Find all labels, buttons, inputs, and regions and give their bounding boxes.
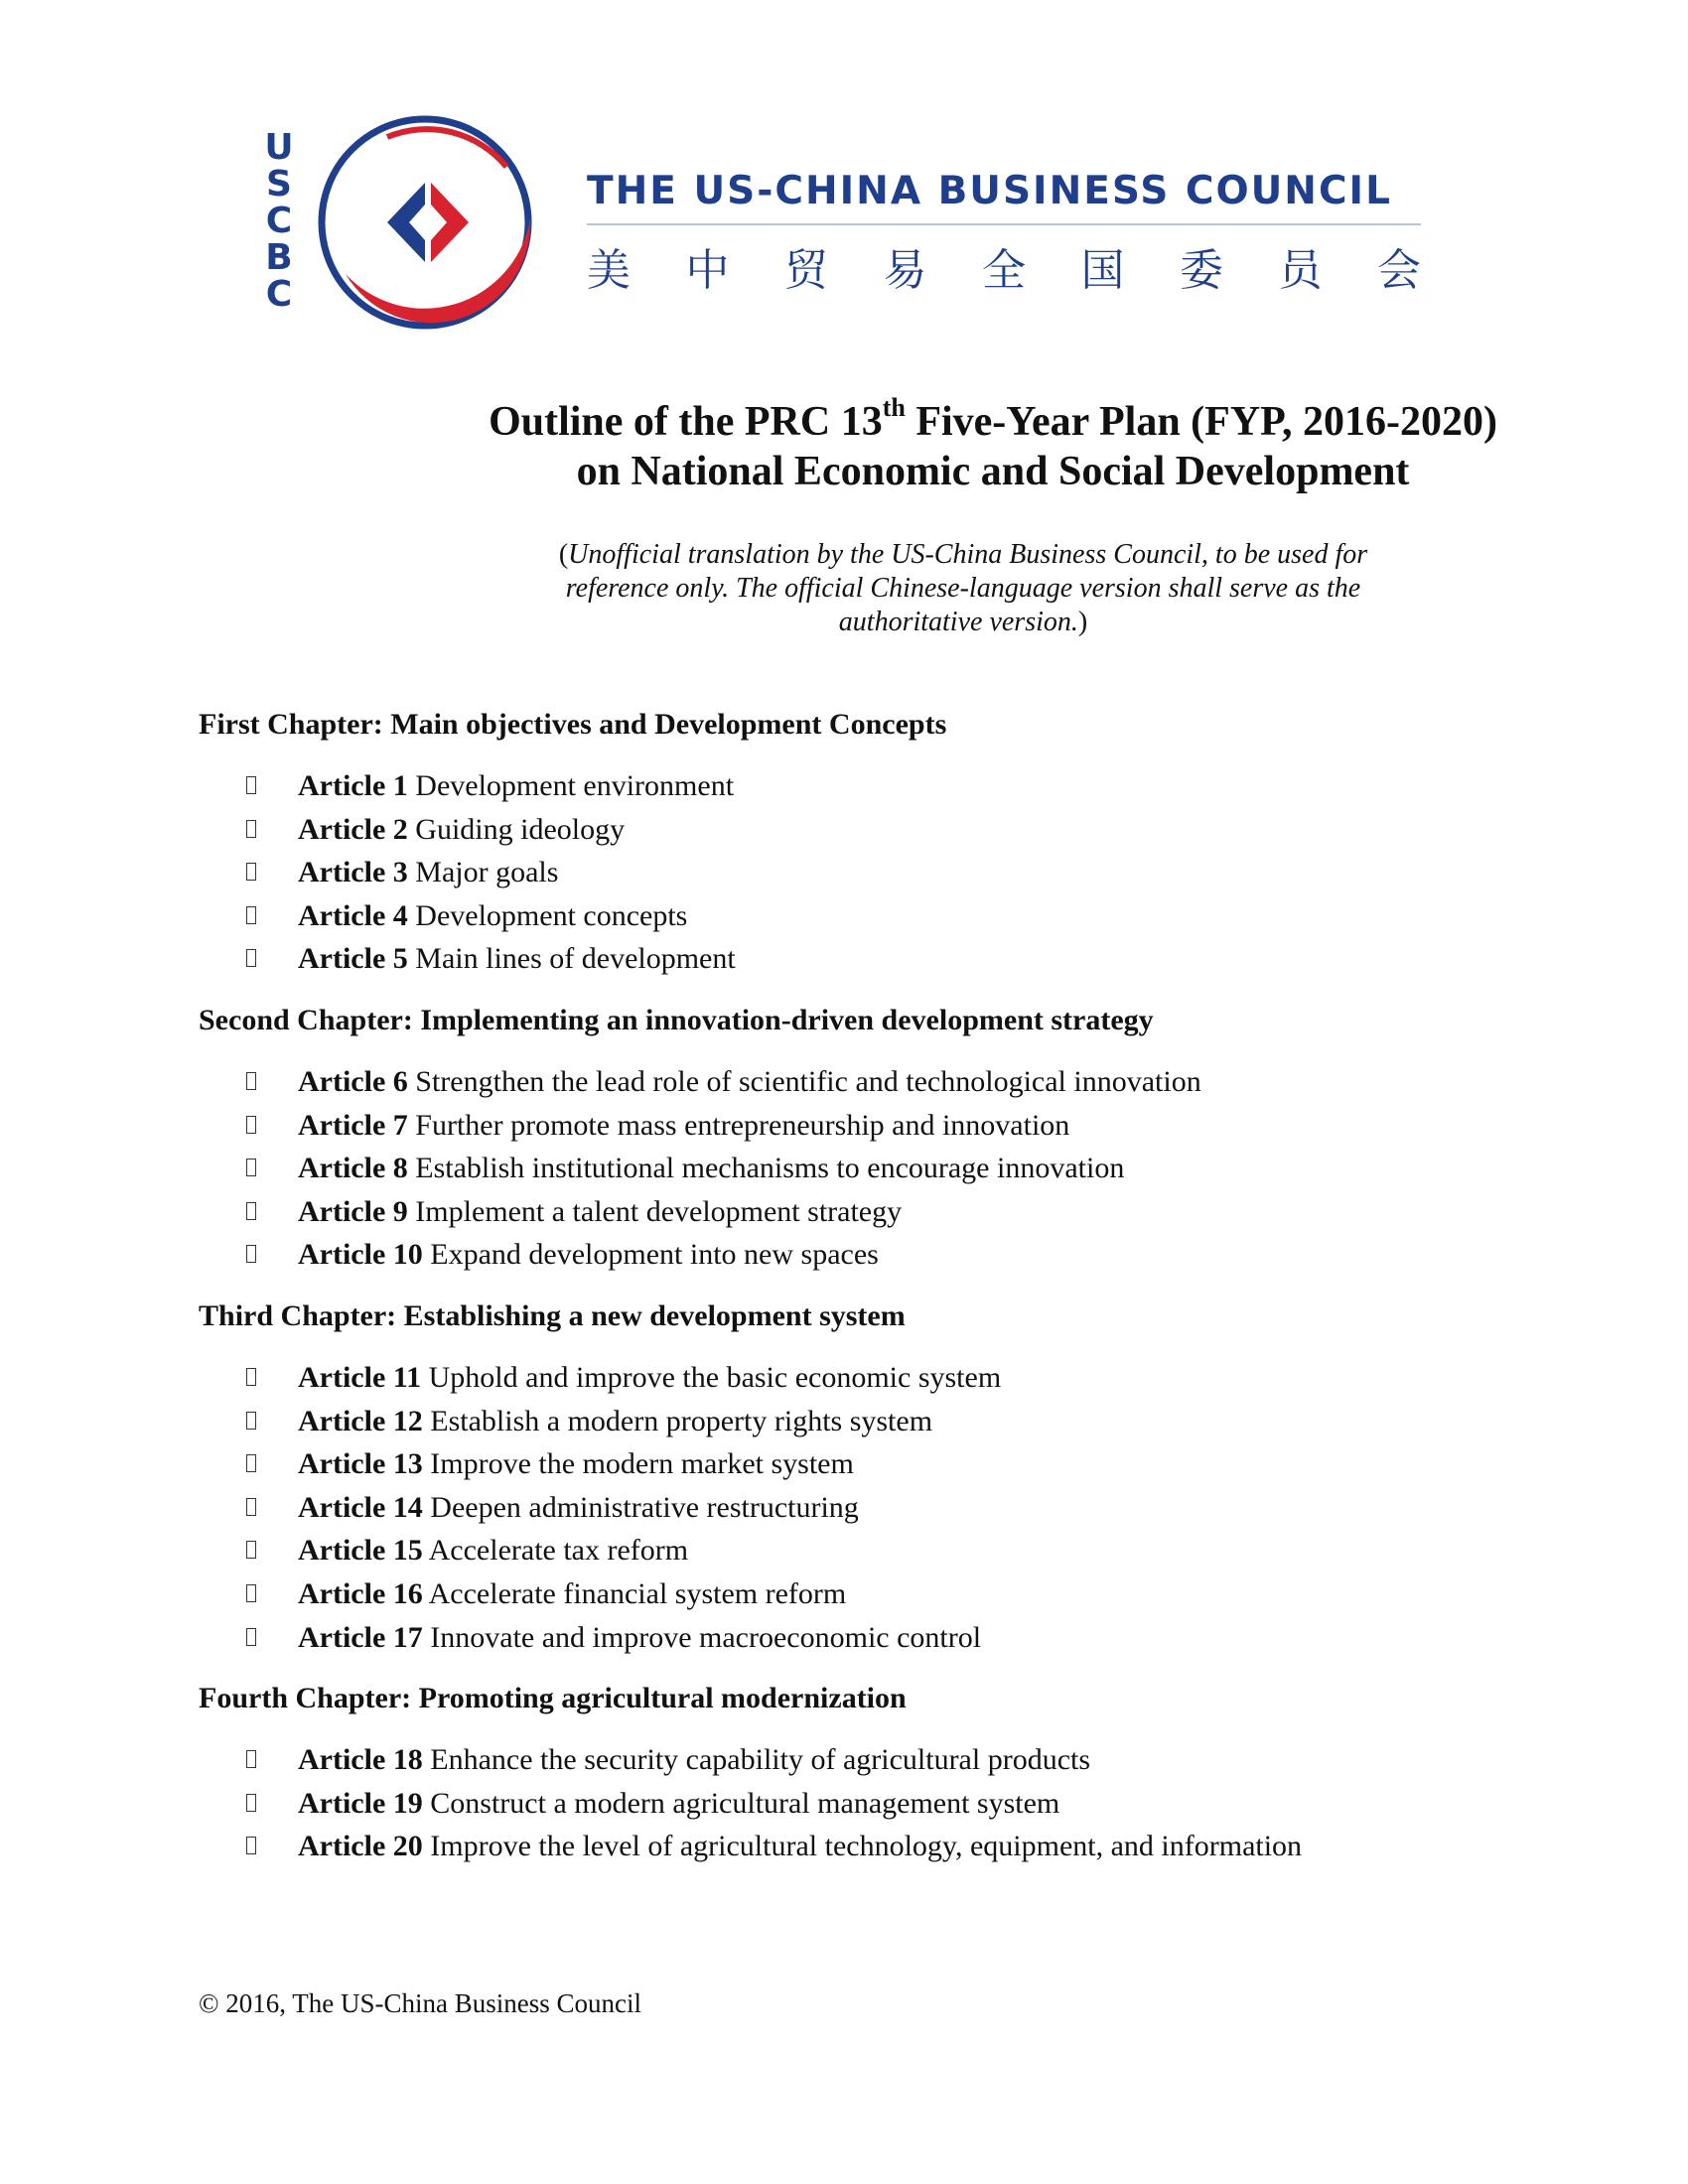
bullet-box-icon (246, 1072, 256, 1090)
logo-letter: B (265, 237, 293, 278)
article-number: Article 7 (298, 1108, 408, 1142)
bullet-box-icon (246, 949, 256, 967)
article-title: Strengthen the lead role of scientific and technological innovation (407, 1064, 1201, 1098)
article-item (199, 1190, 1569, 1234)
article-item (199, 1147, 1569, 1190)
article-title: Accelerate financial system reform (422, 1576, 847, 1610)
logo-divider (587, 223, 1421, 225)
article-list (199, 1060, 1569, 1277)
article-item (199, 937, 1569, 981)
bullet-box-icon (246, 1245, 256, 1263)
bullet-box-icon (246, 1584, 256, 1602)
bullet-box-icon (246, 1794, 256, 1812)
article-number: Article 3 (298, 856, 408, 889)
article-number: Article 18 (298, 1743, 423, 1777)
article-number: Article 17 (298, 1620, 423, 1654)
article-title: Development concepts (407, 898, 688, 932)
bullet-box-icon (246, 1541, 256, 1559)
article-title: Implement a talent development strategy (407, 1194, 903, 1228)
article-title: Guiding ideology (407, 812, 626, 846)
logo-chinese-char: 美 (587, 245, 631, 296)
article-number: Article 9 (298, 1194, 408, 1228)
article-item (199, 1356, 1569, 1400)
article-number: Article 12 (298, 1404, 423, 1437)
logo-english-name: THE US-CHINA BUSINESS COUNCIL (587, 169, 1392, 213)
article-number: Article 5 (298, 942, 408, 976)
note-text: Unofficial translation by the US-China Business Council, to be used for reference only. The official Chinese-language version shall serve as the authoritative version. (565, 539, 1368, 637)
logo-chinese-char: 委 (1180, 245, 1223, 296)
article-number: Article 8 (298, 1152, 408, 1185)
bullet-box-icon (246, 1454, 256, 1472)
article-item (199, 1442, 1569, 1486)
note-open-paren: ( (558, 539, 569, 570)
article-number: Article 14 (298, 1490, 423, 1524)
logo-letter: U (264, 127, 294, 168)
article-title: Major goals (407, 856, 559, 889)
article-item (199, 1738, 1569, 1782)
article-list (199, 1356, 1569, 1659)
table-of-contents (199, 707, 1569, 1868)
logo-chinese-char: 全 (982, 245, 1026, 296)
article-item (199, 1233, 1569, 1277)
bullet-box-icon (246, 1628, 256, 1646)
article-title: Improve the level of agricultural technology, equipment, and information (422, 1830, 1303, 1863)
article-title: Development environment (407, 769, 735, 802)
article-number: Article 6 (298, 1064, 408, 1098)
article-title: Accelerate tax reform (422, 1534, 689, 1568)
article-number: Article 11 (298, 1360, 422, 1394)
article-item (199, 894, 1569, 938)
article-title: Deepen administrative restructuring (422, 1490, 859, 1524)
article-item (199, 764, 1569, 808)
article-item (199, 1400, 1569, 1443)
logo-letter: C (265, 201, 293, 241)
article-list (199, 1738, 1569, 1868)
bullet-box-icon (246, 1498, 256, 1516)
article-title: Innovate and improve macroeconomic control (422, 1620, 982, 1654)
logo-chinese-char: 中 (685, 245, 730, 296)
copyright-footer: © 2016, The US-China Business Council (199, 1988, 642, 2018)
article-number: Article 13 (298, 1447, 423, 1481)
article-title: Uphold and improve the basic economic system (421, 1360, 1002, 1394)
bullet-box-icon (246, 776, 256, 794)
logo-chinese-char: 员 (1278, 245, 1323, 296)
chapter-heading: Third Chapter: Establishing a new development system (199, 1298, 906, 1332)
logo-chinese-char: 易 (883, 245, 927, 296)
article-item (199, 1572, 1569, 1616)
article-item (199, 851, 1569, 894)
article-title: Further promote mass entrepreneurship and innovation (407, 1108, 1070, 1142)
note-close-paren: ) (1077, 607, 1088, 637)
bullet-box-icon (246, 1412, 256, 1430)
bullet-box-icon (246, 1750, 256, 1768)
chapter-heading: First Chapter: Main objectives and Development Concepts (199, 708, 947, 741)
article-item (199, 1825, 1569, 1868)
article-title: Expand development into new spaces (422, 1238, 879, 1272)
logo-letter: S (266, 164, 292, 205)
article-list (199, 764, 1569, 981)
logo-letter: C (265, 274, 293, 315)
article-title: Improve the modern market system (422, 1447, 854, 1481)
article-title: Enhance the security capability of agricultural products (422, 1743, 1091, 1777)
bullet-box-icon (246, 1202, 256, 1220)
title-text-rest: Five-Year Plan (FYP, 2016-2020) on National Economic and Social Development (576, 399, 1497, 494)
article-title: Establish a modern property rights system (422, 1404, 933, 1437)
document-title (467, 393, 1519, 496)
article-number: Article 19 (298, 1786, 423, 1820)
bullet-box-icon (246, 863, 256, 881)
article-title: Construct a modern agricultural management system (422, 1786, 1060, 1820)
logo-chinese-char: 会 (1377, 245, 1421, 296)
article-number: Article 16 (298, 1576, 423, 1610)
bullet-box-icon (246, 1368, 256, 1386)
logo-vertical-letters (261, 129, 297, 313)
article-item (199, 1616, 1569, 1660)
logo-chinese-char: 贸 (784, 245, 828, 296)
article-number: Article 15 (298, 1534, 423, 1568)
article-number: Article 1 (298, 769, 408, 802)
article-item (199, 808, 1569, 852)
bullet-box-icon (246, 1116, 256, 1134)
chapter-heading: Fourth Chapter: Promoting agricultural modernization (199, 1682, 907, 1715)
bullet-box-icon (246, 820, 256, 838)
bullet-box-icon (246, 1159, 256, 1176)
article-number: Article 10 (298, 1238, 423, 1272)
article-title: Main lines of development (407, 942, 736, 976)
article-item (199, 1104, 1569, 1148)
article-item (199, 1060, 1569, 1104)
article-item (199, 1486, 1569, 1530)
bullet-box-icon (246, 906, 256, 924)
article-number: Article 20 (298, 1830, 423, 1863)
logo-emblem-icon (308, 107, 546, 341)
article-title: Establish institutional mechanisms to encourage innovation (407, 1152, 1125, 1185)
chapter-heading: Second Chapter: Implementing an innovation-driven development strategy (199, 1003, 1154, 1036)
article-item (199, 1529, 1569, 1572)
logo-chinese-name (587, 234, 1421, 298)
title-superscript: th (882, 393, 906, 422)
article-item (199, 1782, 1569, 1826)
article-number: Article 2 (298, 812, 408, 846)
bullet-box-icon (246, 1837, 256, 1854)
article-number: Article 4 (298, 898, 408, 932)
translation-note (516, 538, 1410, 639)
logo-chinese-char: 国 (1080, 245, 1125, 296)
uscbc-logo (253, 107, 1445, 341)
title-text: Outline of the PRC 13 (489, 399, 883, 445)
